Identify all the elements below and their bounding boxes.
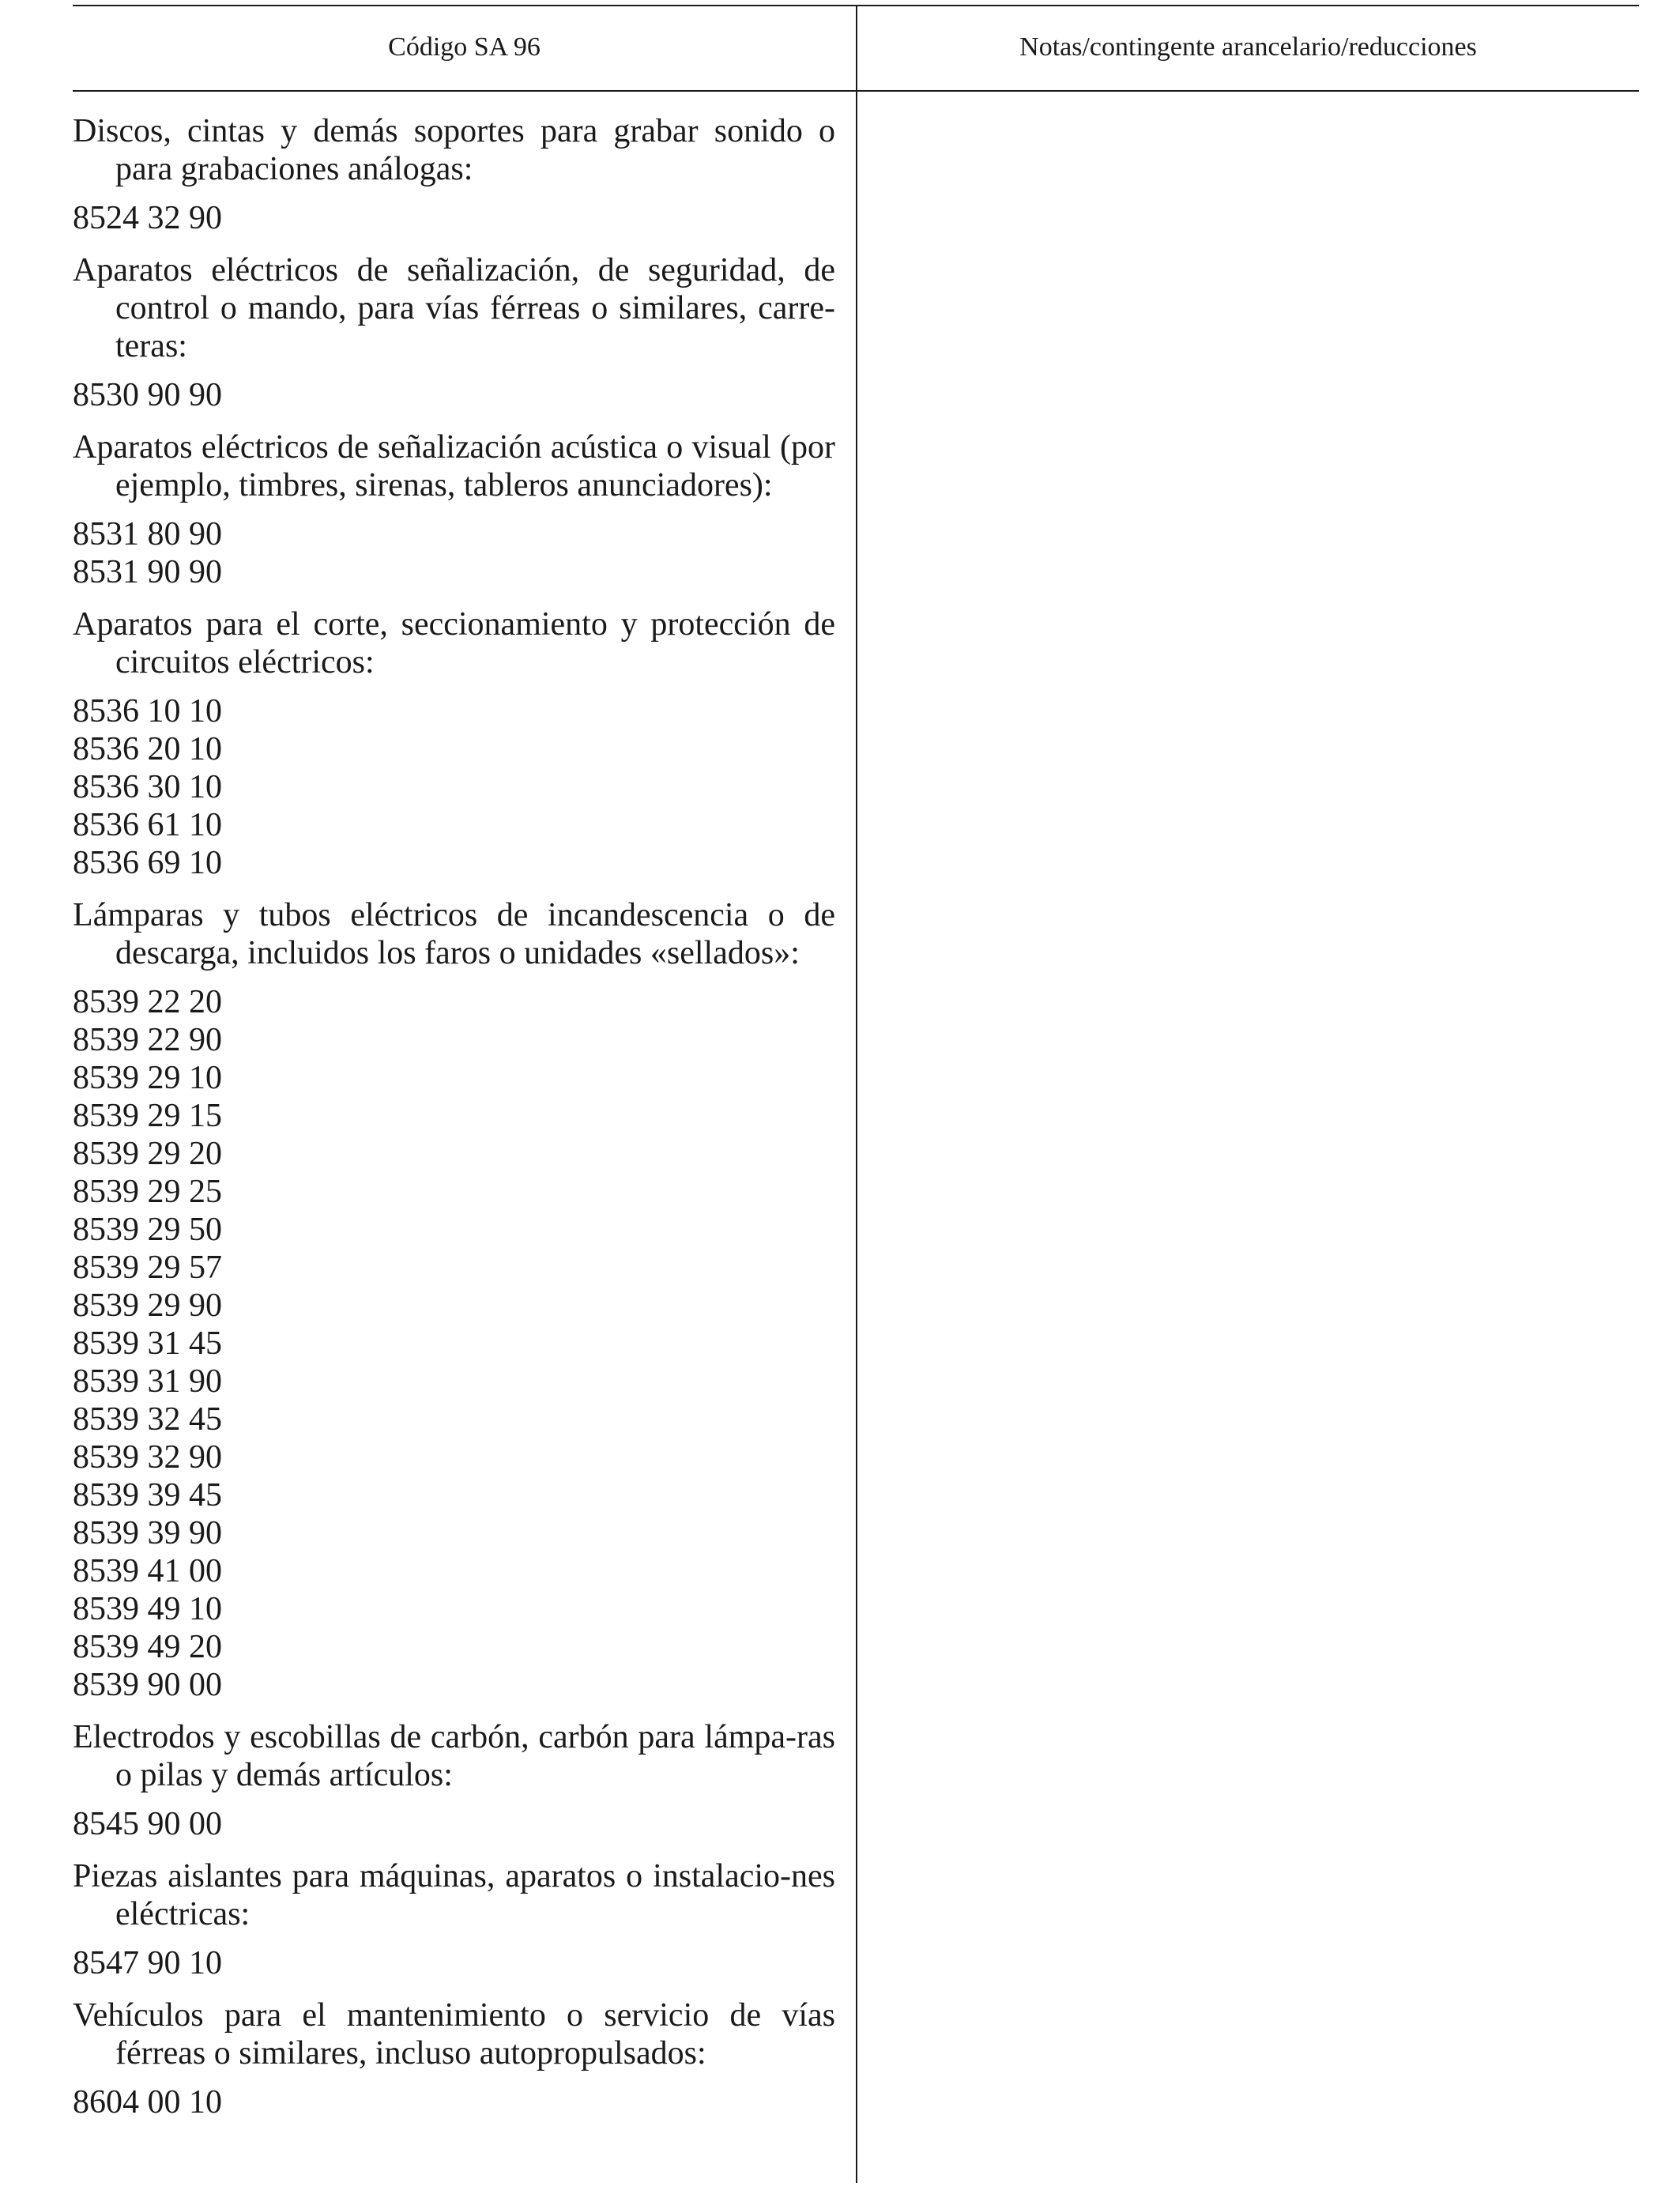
section-description: Piezas aislantes para máquinas, aparatos o instalacio-nes eléctricas: xyxy=(73,1858,835,1932)
hs-code: 8536 20 10 xyxy=(73,731,222,767)
hs-code: 8536 61 10 xyxy=(73,807,222,843)
hs-code: 8536 69 10 xyxy=(73,845,222,881)
tariff-section xyxy=(73,605,835,882)
code-list xyxy=(73,515,835,591)
tariff-section xyxy=(73,1857,835,1982)
hs-code: 8531 80 90 xyxy=(73,516,222,552)
column-header-notas: Notas/contingente arancelario/reducciones xyxy=(1019,32,1477,62)
hs-code: 8539 41 00 xyxy=(73,1553,222,1589)
code-list xyxy=(73,1944,835,1982)
hs-code: 8530 90 90 xyxy=(73,377,222,413)
column-header-codigo: Código SA 96 xyxy=(388,32,541,62)
hs-code: 8539 32 90 xyxy=(73,1439,222,1476)
document-page xyxy=(73,5,1639,2183)
code-list xyxy=(73,2083,835,2121)
hs-code: 8539 29 25 xyxy=(73,1174,222,1210)
hs-code: 8539 22 20 xyxy=(73,984,222,1020)
tariff-section xyxy=(73,1718,835,1843)
hs-code: 8547 90 10 xyxy=(73,1945,222,1981)
hs-code: 8539 90 00 xyxy=(73,1667,222,1703)
tariff-section xyxy=(73,112,835,237)
hs-code: 8539 29 10 xyxy=(73,1060,222,1096)
hs-code: 8545 90 00 xyxy=(73,1806,222,1842)
codes-column xyxy=(73,112,835,2121)
hs-code: 8539 22 90 xyxy=(73,1022,222,1058)
section-description: Aparatos eléctricos de señalización, de seguridad, de control o mando, para vías férreas o similares, carre-teras: xyxy=(73,252,835,364)
hs-code: 8539 31 45 xyxy=(73,1325,222,1362)
tariff-section xyxy=(73,1996,835,2121)
code-list xyxy=(73,376,835,414)
hs-code: 8539 29 15 xyxy=(73,1098,222,1134)
hs-code: 8531 90 90 xyxy=(73,554,222,590)
hs-code: 8539 29 50 xyxy=(73,1212,222,1248)
hs-code: 8536 30 10 xyxy=(73,769,222,805)
tariff-section xyxy=(73,251,835,414)
hs-code: 8539 29 20 xyxy=(73,1136,222,1172)
tariff-section xyxy=(73,896,835,1704)
section-description: Aparatos eléctricos de señalización acústica o visual (por ejemplo, timbres, sirenas, tableros anunciadores): xyxy=(73,429,835,503)
code-list xyxy=(73,199,835,237)
section-description: Lámparas y tubos eléctricos de incandescencia o de descarga, incluidos los faros o unidades «sellados»: xyxy=(73,897,835,971)
tariff-section xyxy=(73,428,835,591)
hs-code: 8539 49 10 xyxy=(73,1591,222,1627)
hs-code: 8539 31 90 xyxy=(73,1363,222,1400)
section-description: Electrodos y escobillas de carbón, carbón para lámpa-ras o pilas y demás artículos: xyxy=(73,1719,835,1793)
column-divider xyxy=(856,5,857,2183)
code-list xyxy=(73,1805,835,1843)
code-list xyxy=(73,983,835,1704)
hs-code: 8539 29 90 xyxy=(73,1287,222,1324)
hs-code: 8539 32 45 xyxy=(73,1401,222,1438)
hs-code: 8539 39 45 xyxy=(73,1477,222,1514)
section-description: Vehículos para el mantenimiento o servicio de vías férreas o similares, incluso autopropulsados: xyxy=(73,1997,835,2071)
section-description: Discos, cintas y demás soportes para grabar sonido o para grabaciones análogas: xyxy=(73,113,835,187)
hs-code: 8539 49 20 xyxy=(73,1629,222,1665)
section-description: Aparatos para el corte, seccionamiento y protección de circuitos eléctricos: xyxy=(73,606,835,680)
hs-code: 8604 00 10 xyxy=(73,2084,222,2120)
hs-code: 8539 29 57 xyxy=(73,1250,222,1286)
hs-code: 8536 10 10 xyxy=(73,693,222,729)
code-list xyxy=(73,692,835,882)
hs-code: 8539 39 90 xyxy=(73,1515,222,1551)
hs-code: 8524 32 90 xyxy=(73,200,222,236)
